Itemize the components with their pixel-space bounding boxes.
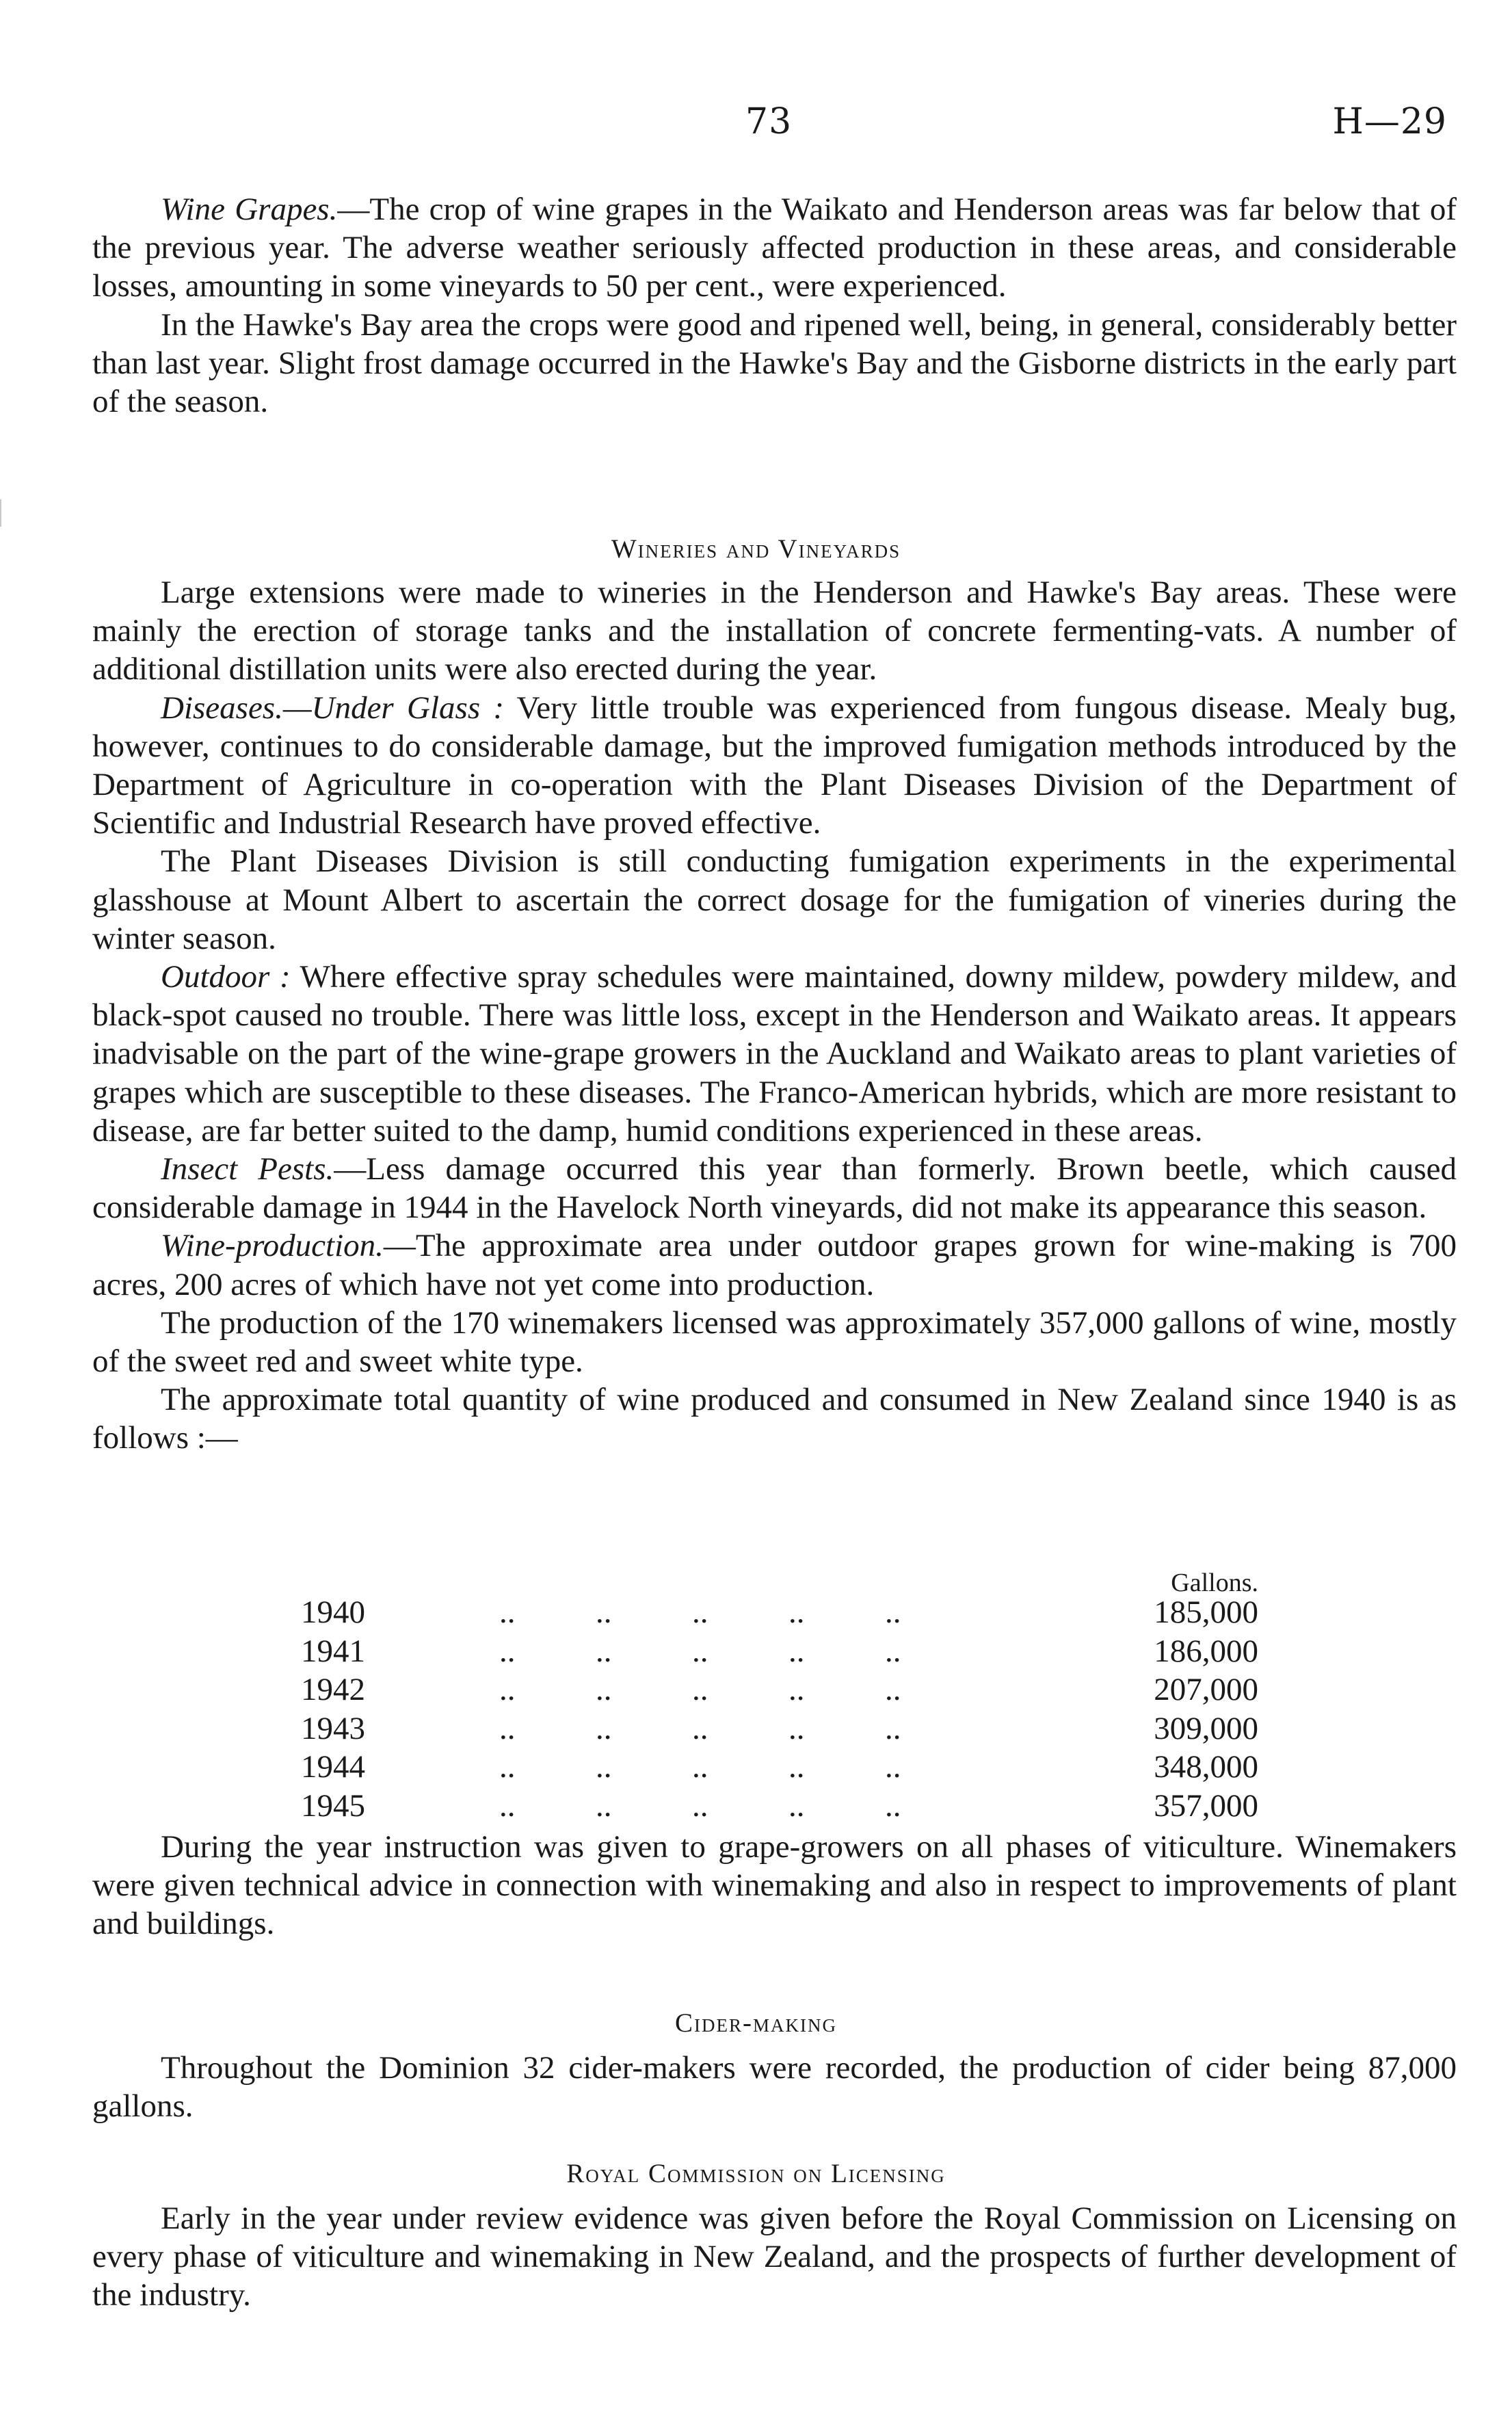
year-cell: 1942 xyxy=(301,1672,365,1707)
paragraph: Large extensions were made to wineries in the Henderson and Hawke's Bay areas. These were mainly the erection of storage tanks and the installation of concrete fermenting-vats. A number of additional distillation units were also erected during the year. xyxy=(92,575,1457,687)
paragraph: In the Hawke's Bay area the crops were good and ripened well, being, in general, considerably better than last year. Slight frost damage occurred in the Hawke's Bay and the Gisborne districts in the early part of the season. xyxy=(92,306,1457,420)
table-row xyxy=(301,1671,1258,1710)
table-row xyxy=(301,1748,1258,1787)
paragraph: Wine Grapes.—The crop of wine grapes in the Waikato and Henderson areas was far below that of the previous year. The adverse weather seriously affected production in these areas, and considerable losses, amounting in some vineyards to 50 per cent., were experienced. xyxy=(92,192,1457,304)
dot-leader: .. .. .. .. .. xyxy=(499,1672,901,1707)
paragraph: Wine-production.—The approximate area under outdoor grapes grown for wine-making is 700 acres, 200 acres of which have not yet come into production. xyxy=(92,1228,1457,1302)
table-row xyxy=(301,1633,1258,1672)
table-row xyxy=(301,1594,1258,1633)
margin-mark xyxy=(0,499,1,527)
run-in-heading: Wine Grapes. xyxy=(161,192,338,227)
year-cell: 1945 xyxy=(301,1787,365,1824)
paragraph: Throughout the Dominion 32 cider-makers were recorded, the production of cider being 87,000 gallons. xyxy=(92,2050,1457,2125)
table-header xyxy=(301,1565,1258,1597)
year-cell: 1940 xyxy=(301,1594,365,1630)
section-heading-commission: Royal Commission on Licensing xyxy=(566,2159,946,2188)
run-in-heading: Outdoor : xyxy=(161,959,291,995)
table-row xyxy=(301,1710,1258,1749)
gallons-cell: 207,000 xyxy=(1154,1672,1258,1707)
paragraph: The approximate total quantity of wine produced and consumed in New Zealand since 1940 is as follows :— xyxy=(92,1382,1457,1456)
instruction-section xyxy=(92,1828,1457,1943)
dot-leader: .. .. .. .. .. xyxy=(499,1594,901,1630)
dot-leader: .. .. .. .. .. xyxy=(499,1787,901,1824)
paragraph: Early in the year under review evidence was given before the Royal Commission on Licensing on every phase of viticulture and winemaking in New Zealand, and the prospects of further development of the industry. xyxy=(92,2201,1457,2313)
dot-leader: .. .. .. .. .. xyxy=(499,1633,901,1669)
gallons-cell: 309,000 xyxy=(1154,1710,1258,1746)
gallons-cell: 357,000 xyxy=(1154,1787,1258,1824)
section-heading-cider: Cider-making xyxy=(675,2008,837,2038)
dot-leader: .. .. .. .. .. xyxy=(499,1749,901,1785)
paragraph: Diseases.—Under Glass : Very little trouble was experienced from fungous disease. Mealy bug, however, continues to do considerable damage, but the improved fumigation methods introduced by the Department of Agriculture in co-operation with the Plant Diseases Division of the Department of Scientific and Industrial Research have proved effective. xyxy=(92,690,1457,841)
report-code: H—29 xyxy=(1332,101,1447,142)
run-in-heading: Insect Pests. xyxy=(161,1151,334,1187)
wine-grapes-section xyxy=(92,190,1457,421)
paragraph: The Plant Diseases Division is still conducting fumigation experiments in the experimental glasshouse at Mount Albert to ascertain the correct dosage for the fumigation of vineries during the winter season. xyxy=(92,843,1457,956)
table-row xyxy=(301,1787,1258,1826)
paragraph: Insect Pests.—Less damage occurred this year than formerly. Brown beetle, which caused considerable damage in 1944 in the Havelock North vineyards, did not make its appearance this season. xyxy=(92,1151,1457,1226)
page-number: 73 xyxy=(745,101,793,142)
wine-production-table xyxy=(301,1565,1258,1826)
section-heading-wineries: Wineries and Vineyards xyxy=(611,534,901,564)
run-in-heading: Diseases.—Under Glass : xyxy=(161,690,505,726)
cider-section xyxy=(92,2049,1457,2125)
unit-header: Gallons. xyxy=(1171,1568,1258,1597)
paragraph: Outdoor : Where effective spray schedules were maintained, downy mildew, powdery mildew, and black-spot caused no trouble. There was little loss, except in the Henderson and Waikato areas. It appears inadvisable on the part of the wine-grape growers in the Auckland and Waikato areas to plant varieties of grapes which are susceptible to these diseases. The Franco-American hybrids, which are more resistant to disease, are far better suited to the damp, humid conditions experienced in these areas. xyxy=(92,959,1457,1148)
commission-section xyxy=(92,2199,1457,2315)
year-cell: 1943 xyxy=(301,1710,365,1746)
year-cell: 1944 xyxy=(301,1749,365,1785)
gallons-cell: 348,000 xyxy=(1154,1749,1258,1785)
gallons-cell: 185,000 xyxy=(1154,1594,1258,1630)
gallons-cell: 186,000 xyxy=(1154,1633,1258,1669)
dot-leader: .. .. .. .. .. xyxy=(499,1710,901,1746)
year-cell: 1941 xyxy=(301,1633,365,1669)
wineries-section xyxy=(92,573,1457,1458)
paragraph: During the year instruction was given to grape-growers on all phases of viticulture. Winemakers were given technical advice in connection with winemaking and also in respect to improvements of plant and buildings. xyxy=(92,1829,1457,1942)
run-in-heading: Wine-production. xyxy=(161,1228,384,1264)
paragraph: The production of the 170 winemakers licensed was approximately 357,000 gallons of wine, mostly of the sweet red and sweet white type. xyxy=(92,1304,1457,1380)
